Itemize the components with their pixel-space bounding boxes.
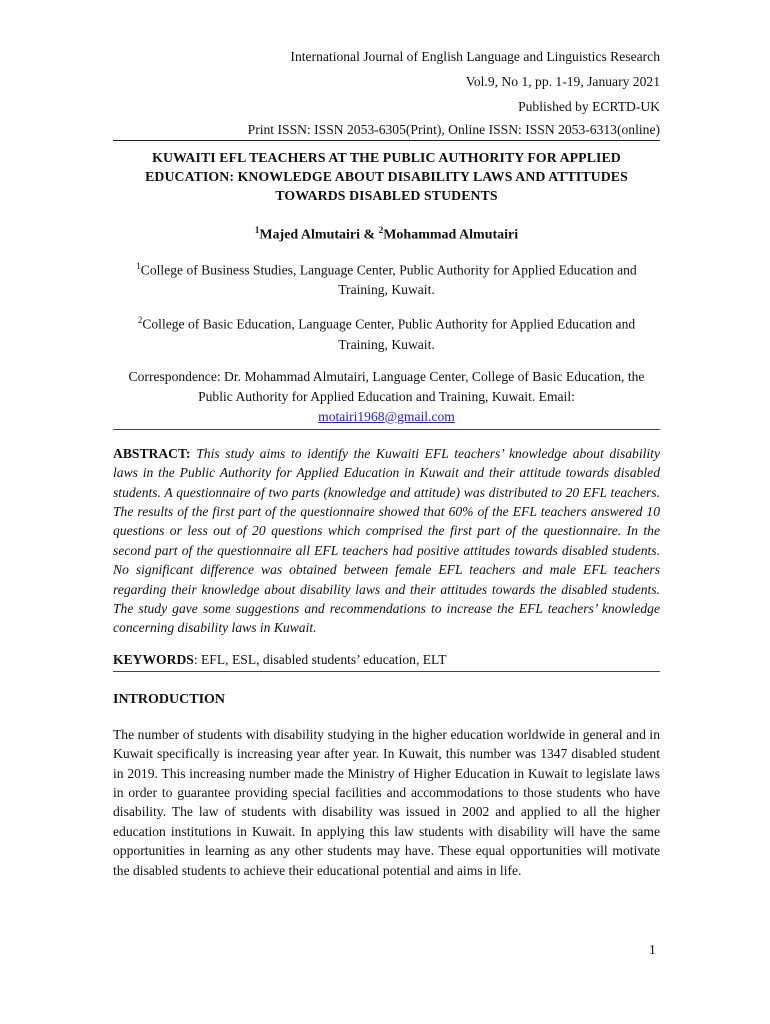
- author1-superscript: 1: [254, 225, 260, 235]
- correspondence-text: Correspondence: Dr. Mohammad Almutairi, Language Center, College of Basic Education, the Public Authority for Applied Education and Training, Kuwait. Email:: [128, 368, 645, 404]
- abstract-label: ABSTRACT:: [113, 445, 191, 461]
- affiliation-1-text: College of Business Studies, Language Center, Public Authority for Applied Education and Training, Kuwait.: [140, 262, 637, 298]
- publisher: Published by ECRTD-UK: [518, 99, 660, 114]
- abstract: [113, 444, 660, 638]
- paper-title: KUWAITI EFL TEACHERS AT THE PUBLIC AUTHORITY FOR APPLIED EDUCATION: KNOWLEDGE ABOUT DISABILITY LAWS AND ATTITUDES TOWARDS DISABLED STUDENTS: [145, 150, 628, 203]
- author-line: [113, 220, 660, 246]
- affiliation-2: [113, 310, 660, 355]
- affiliation-2-superscript: 2: [137, 315, 143, 326]
- page-number: 1: [649, 942, 656, 957]
- author2-name: Mohammad Almutairi: [383, 227, 519, 243]
- section-heading-introduction: INTRODUCTION: [113, 691, 226, 707]
- author1-name: Majed Almutairi &: [259, 227, 379, 243]
- keywords: [113, 650, 660, 672]
- paper-page: [113, 44, 660, 880]
- affiliation-1: [113, 256, 660, 301]
- affiliation-1-superscript: 1: [136, 260, 141, 271]
- keywords-label: KEYWORDS: [113, 651, 194, 667]
- volume-info: Vol.9, No 1, pp. 1-19, January 2021: [465, 74, 660, 89]
- author2-superscript: 2: [378, 225, 384, 235]
- issn-line: Print ISSN: ISSN 2053-6305(Print), Online ISSN: ISSN 2053-6313(online): [113, 121, 660, 141]
- divider: [113, 429, 660, 430]
- abstract-text: This study aims to identify the Kuwaiti EFL teachers’ knowledge about disability laws in the Public Authority for Applied Education in Kuwait and their attitude towards disabled students. A questionnaire of two parts (knowledge and attitude) was distributed to 20 EFL teachers. The results of the first part of the questionnaire showed that 60% of the EFL teachers answered 10 questions or less out of 20 questions which comprised the first part of the questionnaire. In the second part of the questionnaire all EFL teachers had positive attitudes towards disabled students. No significant difference was obtained between female EFL teachers and male EFL teachers regarding their knowledge about disability laws and their attitudes towards the disabled students. The study gave some suggestions and recommendations to increase the EFL teachers’ knowledge concerning disability laws in Kuwait.: [113, 445, 660, 636]
- introduction-paragraph: The number of students with disability studying in the higher education worldwide in general and in Kuwait specifically is increasing year after year. In Kuwait, this number was 1347 disabled student in 2019. This increasing number made the Ministry of Higher Education in Kuwait to legislate laws in order to guarantee providing special facilities and accommodations to those students who have disability. The law of students with disability was issued in 2002 and applied to all the higher education institutions in Kuwait. In applying this law students with disability will have the same opportunities in learning as any other students may have. These equal opportunities will motivate the disabled students to achieve their educational potential and aims in life.: [113, 726, 660, 878]
- email-link[interactable]: motairi1968@gmail.com: [318, 408, 455, 424]
- journal-name: International Journal of English Language and Linguistics Research: [290, 49, 660, 64]
- keywords-text: : EFL, ESL, disabled students’ education, ELT: [193, 651, 447, 667]
- affiliation-2-text: College of Basic Education, Language Center, Public Authority for Applied Education and Training, Kuwait.: [142, 316, 636, 352]
- correspondence: [113, 367, 660, 427]
